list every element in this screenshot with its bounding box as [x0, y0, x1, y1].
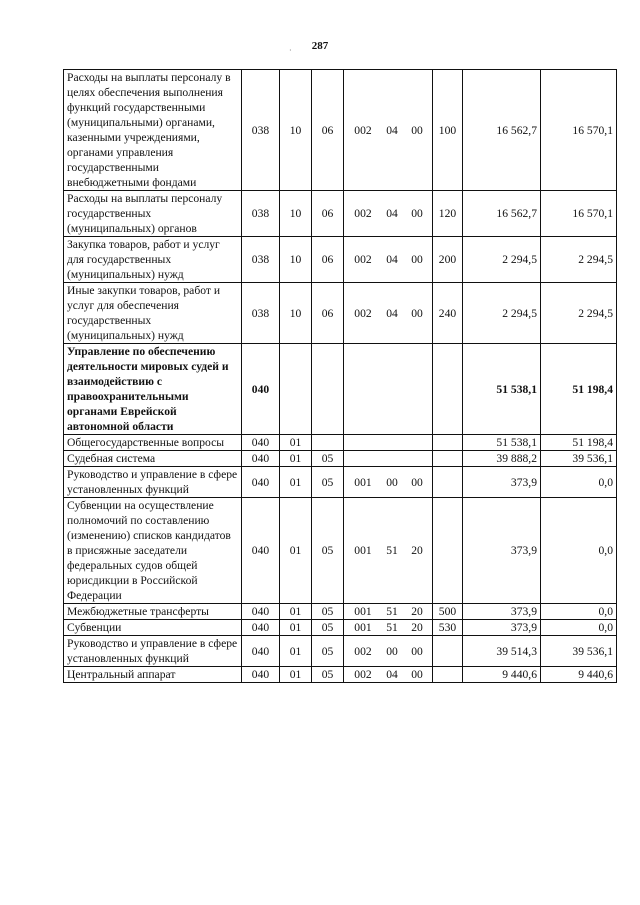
- target-article-part: 00: [386, 644, 398, 658]
- section-code: 01: [280, 636, 312, 667]
- expense-type-code: [433, 667, 463, 683]
- section-code: 10: [280, 191, 312, 237]
- table-row: [64, 237, 617, 283]
- target-article-code: [344, 435, 433, 451]
- target-article-code: [344, 451, 433, 467]
- target-article-code: [344, 70, 433, 191]
- row-name: Межбюджетные трансферты: [64, 604, 242, 620]
- target-article-part: 002: [354, 253, 372, 266]
- amount-year-1: 373,9: [463, 604, 541, 620]
- section-code: 01: [280, 667, 312, 683]
- ministry-code: 038: [242, 283, 280, 344]
- amount-year-1: 39 888,2: [463, 451, 541, 467]
- ministry-code: 038: [242, 70, 280, 191]
- subsection-code: 06: [312, 237, 344, 283]
- target-article-code: [344, 620, 433, 636]
- amount-year-1: 51 538,1: [463, 344, 541, 435]
- target-article-code: [344, 237, 433, 283]
- table-row: [64, 667, 617, 683]
- table-row: [64, 191, 617, 237]
- target-article-code: [344, 667, 433, 683]
- row-name: Расходы на выплаты персоналу государственных (муниципальных) органов: [64, 191, 242, 237]
- section-code: 01: [280, 620, 312, 636]
- target-article-part: 20: [411, 621, 423, 634]
- target-article-part: 001: [354, 621, 372, 634]
- amount-year-1: 373,9: [463, 620, 541, 636]
- target-article-part: 002: [354, 123, 372, 137]
- expense-type-code: [433, 636, 463, 667]
- target-article-part: 001: [354, 475, 372, 489]
- ministry-code: 038: [242, 191, 280, 237]
- target-article-part: 00: [411, 668, 423, 681]
- table-row: [64, 451, 617, 467]
- target-article-part: 002: [354, 668, 372, 681]
- expense-type-code: [433, 344, 463, 435]
- amount-year-1: 2 294,5: [463, 283, 541, 344]
- expense-type-code: 100: [433, 70, 463, 191]
- expense-type-code: [433, 467, 463, 498]
- row-name: Судебная система: [64, 451, 242, 467]
- table-row: [64, 467, 617, 498]
- amount-year-1: 9 440,6: [463, 667, 541, 683]
- target-article-code: [344, 191, 433, 237]
- amount-year-2: 16 570,1: [541, 70, 617, 191]
- section-code: 01: [280, 467, 312, 498]
- amount-year-1: 16 562,7: [463, 70, 541, 191]
- amount-year-1: 2 294,5: [463, 237, 541, 283]
- ministry-code: 040: [242, 667, 280, 683]
- page-number: 287: [311, 40, 329, 52]
- subsection-code: 06: [312, 70, 344, 191]
- amount-year-1: 39 514,3: [463, 636, 541, 667]
- table-row: [64, 604, 617, 620]
- subsection-code: 05: [312, 667, 344, 683]
- row-name: Субвенции: [64, 620, 242, 636]
- subsection-code: 05: [312, 620, 344, 636]
- target-article-part: 20: [411, 544, 423, 557]
- amount-year-2: 0,0: [541, 620, 617, 636]
- table-row: [64, 620, 617, 636]
- target-article-code: [344, 498, 433, 604]
- target-article-part: 04: [386, 123, 398, 137]
- ministry-code: 040: [242, 620, 280, 636]
- subsection-code: 05: [312, 604, 344, 620]
- target-article-code: [344, 467, 433, 498]
- table-row: [64, 344, 617, 435]
- expense-type-code: 530: [433, 620, 463, 636]
- expense-type-code: 120: [433, 191, 463, 237]
- row-name: Расходы на выплаты персоналу в целях обеспечения выполнения функций государственными (муниципальными) органами, казенными учреждениями, органами управления государственными внебюджетными фондами: [64, 70, 242, 191]
- amount-year-2: 9 440,6: [541, 667, 617, 683]
- section-code: 01: [280, 435, 312, 451]
- target-article-part: 51: [386, 621, 398, 634]
- amount-year-2: 2 294,5: [541, 283, 617, 344]
- row-name: Руководство и управление в сфере установленных функций: [64, 636, 242, 667]
- target-article-part: 00: [411, 475, 423, 489]
- target-article-part: 04: [386, 207, 398, 220]
- section-code: 10: [280, 283, 312, 344]
- target-article-code: [344, 636, 433, 667]
- ministry-code: 040: [242, 498, 280, 604]
- ministry-code: 040: [242, 435, 280, 451]
- target-article-part: 20: [411, 605, 423, 618]
- table-row: [64, 435, 617, 451]
- section-code: [280, 344, 312, 435]
- ministry-code: 040: [242, 344, 280, 435]
- row-name: Руководство и управление в сфере установленных функций: [64, 467, 242, 498]
- target-article-code: [344, 283, 433, 344]
- table-row: [64, 636, 617, 667]
- amount-year-2: 39 536,1: [541, 451, 617, 467]
- expense-type-code: 200: [433, 237, 463, 283]
- target-article-part: 04: [386, 668, 398, 681]
- ministry-code: 040: [242, 604, 280, 620]
- subsection-code: 06: [312, 191, 344, 237]
- row-name: Субвенции на осуществление полномочий по составлению (изменению) списков кандидатов в присяжные заседатели федеральных судов общей юрисдикции в Российской Федерации: [64, 498, 242, 604]
- table-row: [64, 283, 617, 344]
- target-article-part: 001: [354, 544, 372, 557]
- target-article-part: 002: [354, 306, 372, 320]
- target-article-part: 00: [411, 123, 423, 137]
- row-name: Общегосударственные вопросы: [64, 435, 242, 451]
- target-article-part: 04: [386, 253, 398, 266]
- expense-type-code: [433, 498, 463, 604]
- row-name: Иные закупки товаров, работ и услуг для обеспечения государственных (муниципальных) нужд: [64, 283, 242, 344]
- subsection-code: 05: [312, 636, 344, 667]
- target-article-code: [344, 344, 433, 435]
- amount-year-2: 51 198,4: [541, 344, 617, 435]
- row-name: Закупка товаров, работ и услуг для государственных (муниципальных) нужд: [64, 237, 242, 283]
- amount-year-2: 0,0: [541, 467, 617, 498]
- expense-type-code: 240: [433, 283, 463, 344]
- expense-type-code: [433, 435, 463, 451]
- target-article-part: 00: [386, 475, 398, 489]
- table-body: [64, 70, 617, 683]
- expense-type-code: [433, 451, 463, 467]
- target-article-part: 00: [411, 644, 423, 658]
- ministry-code: 038: [242, 237, 280, 283]
- row-name: Центральный аппарат: [64, 667, 242, 683]
- section-code: 10: [280, 70, 312, 191]
- amount-year-2: 2 294,5: [541, 237, 617, 283]
- amount-year-2: 51 198,4: [541, 435, 617, 451]
- target-article-part: 00: [411, 207, 423, 220]
- subsection-code: 05: [312, 498, 344, 604]
- target-article-part: 51: [386, 605, 398, 618]
- subsection-code: [312, 344, 344, 435]
- table-row: [64, 498, 617, 604]
- table-row: [64, 70, 617, 191]
- ministry-code: 040: [242, 467, 280, 498]
- section-code: 10: [280, 237, 312, 283]
- scan-mark: ·: [289, 46, 292, 55]
- target-article-part: 51: [386, 544, 398, 557]
- budget-table: [63, 69, 617, 683]
- amount-year-2: 0,0: [541, 498, 617, 604]
- section-code: 01: [280, 604, 312, 620]
- target-article-code: [344, 604, 433, 620]
- amount-year-1: 373,9: [463, 498, 541, 604]
- target-article-part: 002: [354, 207, 372, 220]
- amount-year-1: 16 562,7: [463, 191, 541, 237]
- row-name: Управление по обеспечению деятельности мировых судей и взаимодействию с правоохранительными органами Еврейской автономной области: [64, 344, 242, 435]
- target-article-part: 00: [411, 253, 423, 266]
- section-code: 01: [280, 498, 312, 604]
- amount-year-2: 16 570,1: [541, 191, 617, 237]
- subsection-code: 05: [312, 451, 344, 467]
- amount-year-2: 39 536,1: [541, 636, 617, 667]
- amount-year-1: 373,9: [463, 467, 541, 498]
- ministry-code: 040: [242, 451, 280, 467]
- amount-year-1: 51 538,1: [463, 435, 541, 451]
- section-code: 01: [280, 451, 312, 467]
- target-article-part: 001: [354, 605, 372, 618]
- subsection-code: 05: [312, 467, 344, 498]
- expense-type-code: 500: [433, 604, 463, 620]
- ministry-code: 040: [242, 636, 280, 667]
- subsection-code: [312, 435, 344, 451]
- target-article-part: 04: [386, 306, 398, 320]
- target-article-part: 002: [354, 644, 372, 658]
- subsection-code: 06: [312, 283, 344, 344]
- amount-year-2: 0,0: [541, 604, 617, 620]
- target-article-part: 00: [411, 306, 423, 320]
